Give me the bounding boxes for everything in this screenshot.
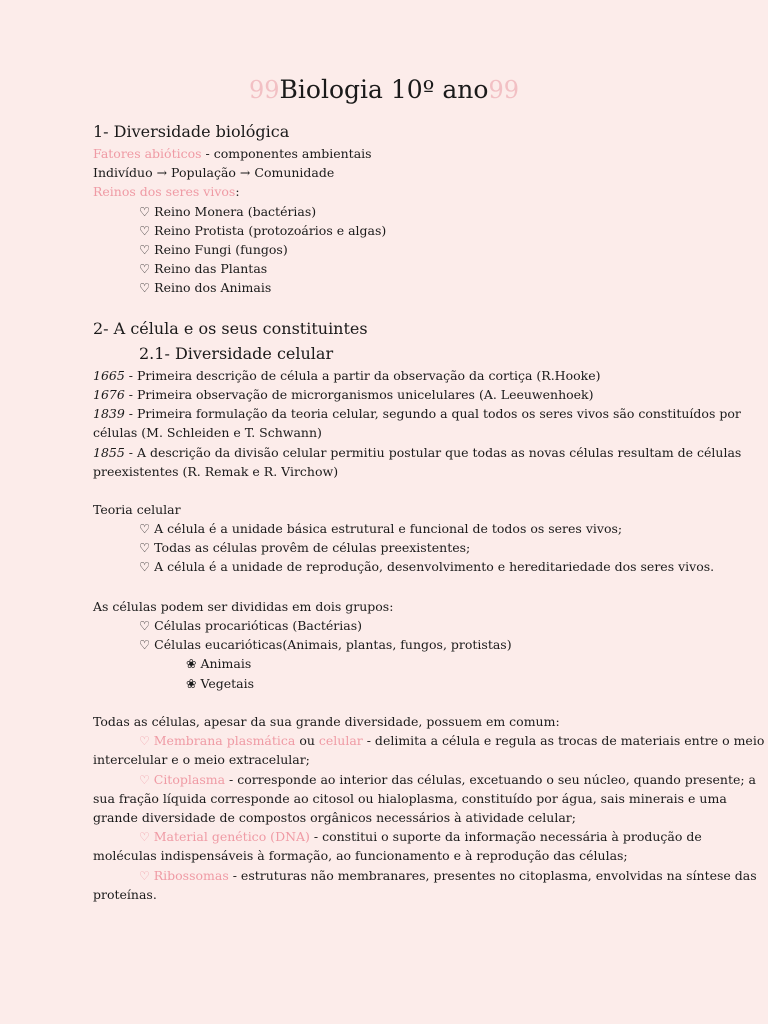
timeline-item xyxy=(93,385,683,404)
page-title-text: Biologia 10º ano xyxy=(279,75,489,104)
comum-title: Todas as células, apesar da sua grande diversidade, possuem em comum: xyxy=(93,714,560,729)
timeline-item xyxy=(93,366,683,385)
list-item-teoria: ♡ A célula é a unidade de reprodução, desenvolvimento e hereditariedade dos seres vivos. xyxy=(139,559,715,574)
teoria-celular-title: Teoria celular xyxy=(93,502,181,517)
fatores-term: Fatores abióticos xyxy=(93,146,202,161)
reinos-term: Reinos dos seres vivos xyxy=(93,184,236,199)
ribossomas-term: Ribossomas xyxy=(153,868,229,883)
heart-icon: ♡ xyxy=(139,830,150,844)
celular-term: celular xyxy=(318,733,363,748)
timeline-year: 1839 xyxy=(93,406,125,421)
ribossomas-definition-cont: proteínas. xyxy=(93,887,157,902)
timeline-text: - Primeira descrição de célula a partir da observação da cortiça (R.Hooke) xyxy=(124,368,601,383)
timeline-item xyxy=(93,404,741,423)
material-term: Material genético (DNA) xyxy=(153,829,310,844)
material-line xyxy=(139,827,729,847)
citoplasma-definition-cont: grande diversidade de compostos orgânicos necessários à atividade celular; xyxy=(93,810,576,825)
list-item-reino-animais: ♡ Reino dos Animais xyxy=(139,280,272,295)
section-2-heading: 2- A célula e os seus constituintes xyxy=(93,319,368,338)
list-item-procarioticas: ♡ Células procarióticas (Bactérias) xyxy=(139,618,362,633)
list-item-reino-protista: ♡ Reino Protista (protozoários e algas) xyxy=(139,223,387,238)
list-item-reino-monera: ♡ Reino Monera (bactérias) xyxy=(139,204,317,219)
ribossomas-line xyxy=(139,866,757,886)
list-item-eucarioticas: ♡ Células eucarióticas(Animais, plantas, fungos, protistas) xyxy=(139,637,512,652)
fatores-line xyxy=(93,144,683,163)
citoplasma-definition: - corresponde ao interior das células, excetuando o seu núcleo, quando presente; a xyxy=(225,772,757,787)
membrana-ou: ou xyxy=(295,733,319,748)
membrana-line xyxy=(139,731,765,751)
list-item-reino-fungi: ♡ Reino Fungi (fungos) xyxy=(139,242,288,257)
fatores-definition: - componentes ambientais xyxy=(201,146,372,161)
close-quote-mark: 99 xyxy=(488,76,519,104)
hierarchy-chain: Indivíduo → População → Comunidade xyxy=(93,165,335,180)
grupos-title: As células podem ser divididas em dois grupos: xyxy=(93,599,394,614)
timeline-text: células (M. Schleiden e T. Schwann) xyxy=(93,425,322,440)
open-quote-mark: 99 xyxy=(249,76,280,104)
list-item-vegetais: ❀ Vegetais xyxy=(186,676,255,691)
timeline-item-continued xyxy=(93,423,683,442)
membrana-definition-cont: intercelular e o meio extracelular; xyxy=(93,752,310,767)
reinos-colon: : xyxy=(235,184,240,199)
membrana-term: Membrana plasmática xyxy=(153,733,296,748)
timeline-text: - Primeira observação de microrganismos unicelulares (A. Leeuwenhoek) xyxy=(124,387,594,402)
timeline-text: - Primeira formulação da teoria celular, segundo a qual todos os seres vivos são constituídos por xyxy=(124,406,741,421)
citoplasma-term: Citoplasma xyxy=(153,772,226,787)
page-title xyxy=(0,72,768,108)
list-item-animais: ❀ Animais xyxy=(186,656,252,671)
timeline-item-continued xyxy=(93,462,683,481)
list-item-teoria: ♡ A célula é a unidade básica estrutural e funcional de todos os seres vivos; xyxy=(139,521,623,536)
list-item-teoria: ♡ Todas as células provêm de células preexistentes; xyxy=(139,540,471,555)
timeline-text: preexistentes (R. Remak e R. Virchow) xyxy=(93,464,339,479)
timeline-year: 1665 xyxy=(93,368,125,383)
timeline-item xyxy=(93,443,742,462)
heart-icon: ♡ xyxy=(139,734,150,748)
list-item-reino-plantas: ♡ Reino das Plantas xyxy=(139,261,268,276)
timeline-text: - A descrição da divisão celular permitiu postular que todas as novas células resultam de células xyxy=(124,445,742,460)
citoplasma-line xyxy=(139,770,757,790)
material-definition-cont: moléculas indispensáveis à formação, ao funcionamento e à reprodução das células; xyxy=(93,848,628,863)
heart-icon: ♡ xyxy=(139,869,150,883)
section-1-heading: 1- Diversidade biológica xyxy=(93,122,290,141)
citoplasma-definition-cont: sua fração líquida corresponde ao citosol ou hialoplasma, constituído por água, sais minerais e uma xyxy=(93,791,727,806)
timeline-year: 1676 xyxy=(93,387,125,402)
ribossomas-definition: - estruturas não membranares, presentes no citoplasma, envolvidas na síntese das xyxy=(228,868,757,883)
material-definition: - constitui o suporte da informação necessária à produção de xyxy=(309,829,702,844)
section-2-1-heading: 2.1- Diversidade celular xyxy=(139,344,334,363)
heart-icon: ♡ xyxy=(139,773,150,787)
timeline-year: 1855 xyxy=(93,445,125,460)
membrana-definition: - delimita a célula e regula as trocas de materiais entre o meio xyxy=(362,733,765,748)
reinos-line xyxy=(93,182,683,201)
